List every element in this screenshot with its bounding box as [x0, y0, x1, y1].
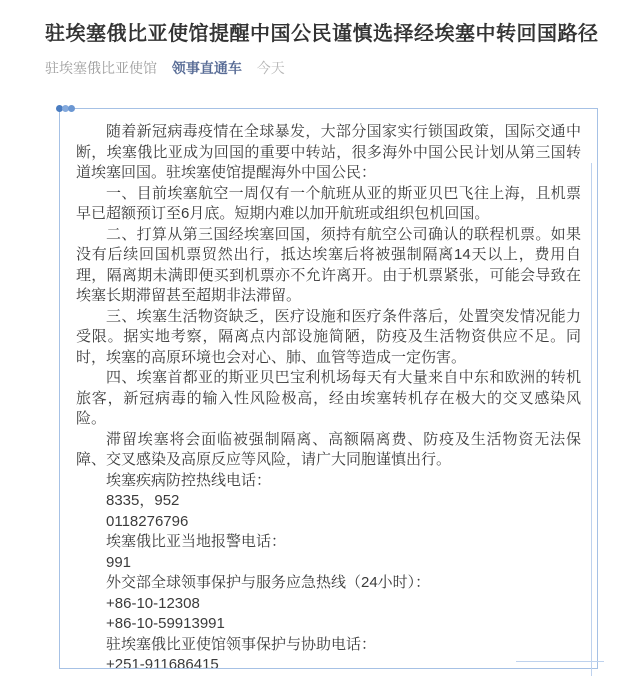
notice-content [60, 109, 597, 668]
bottom-accent-line [516, 661, 604, 662]
paragraph: 随着新冠病毒疫情在全球暴发，大部分国家实行锁国政策，国际交通中断，埃塞俄比亚成为回国的重要中转站，很多海外中国公民计划从第三国转道埃塞回国。驻埃塞使馆提醒海外中国公民： [76, 123, 581, 181]
corner-dots-icon [56, 105, 74, 112]
channel-link[interactable]: 领事直通车 [171, 60, 242, 76]
hotline-number: +86-10-12308 [106, 594, 200, 612]
hotline-number: 0118276796 [106, 512, 189, 530]
hotline-label: 驻埃塞俄比亚使馆领事保护与协助电话： [106, 635, 377, 653]
hotline-label: 埃塞疾病防控热线电话： [106, 471, 272, 489]
hotline-label: 埃塞俄比亚当地报警电话： [106, 533, 287, 550]
paragraph: 滞留埃塞将会面临被强制隔离、高额隔离费、防疫及生活物资无法保障、交叉感染及高原反应等风险，请广大同胞谨慎出行。 [76, 430, 581, 468]
account-name-link[interactable]: 驻埃塞俄比亚使馆 [45, 60, 157, 76]
right-accent-line [591, 163, 592, 676]
hotline-number: 8335，952 [106, 492, 180, 509]
hotline-number: 991 [106, 553, 132, 571]
hotline-number: +251-911686415 [106, 656, 219, 668]
paragraph: 三、埃塞生活物资缺乏，医疗设施和医疗条件落后，处置突发情况能力受限。据实地考察，隔离点内部设施简陋，防疫及生活物资供应不足。同时，埃塞的高原环境也会对心、肺、血管等造成一定伤害。 [76, 307, 581, 366]
paragraph: 二、打算从第三国经埃塞回国，须持有航空公司确认的联程机票。如果没有后续回国机票贸然出行，抵达埃塞后将被强制隔离14天以上，费用自理，隔离期未满即便买到机票亦不允许离开。由于机票紧张，可能会导致在埃塞长期滞留甚至超期非法滞留。 [76, 225, 581, 304]
page-title: 驻埃塞俄比亚使馆提醒中国公民谨慎选择经埃塞中转回国路径 [45, 23, 599, 45]
byline [45, 60, 601, 77]
paragraph: 一、目前埃塞航空一周仅有一个航班从亚的斯亚贝巴飞往上海，且机票早已超额预订至6月底。短期内难以加开航班或组织包机回国。 [76, 184, 581, 222]
dot-icon [68, 105, 75, 112]
paragraph: 四、埃塞首都亚的斯亚贝巴宝利机场每天有大量来自中东和欧洲的转机旅客，新冠病毒的输入性风险极高，经由埃塞转机存在极大的交叉感染风险。 [76, 369, 581, 427]
hotline-number: +86-10-59913991 [106, 615, 225, 632]
hotline-label: 外交部全球领事保护与服务应急热线（24小时）： [106, 574, 431, 591]
notice-box [59, 108, 598, 669]
publish-time: 今天 [256, 60, 285, 76]
